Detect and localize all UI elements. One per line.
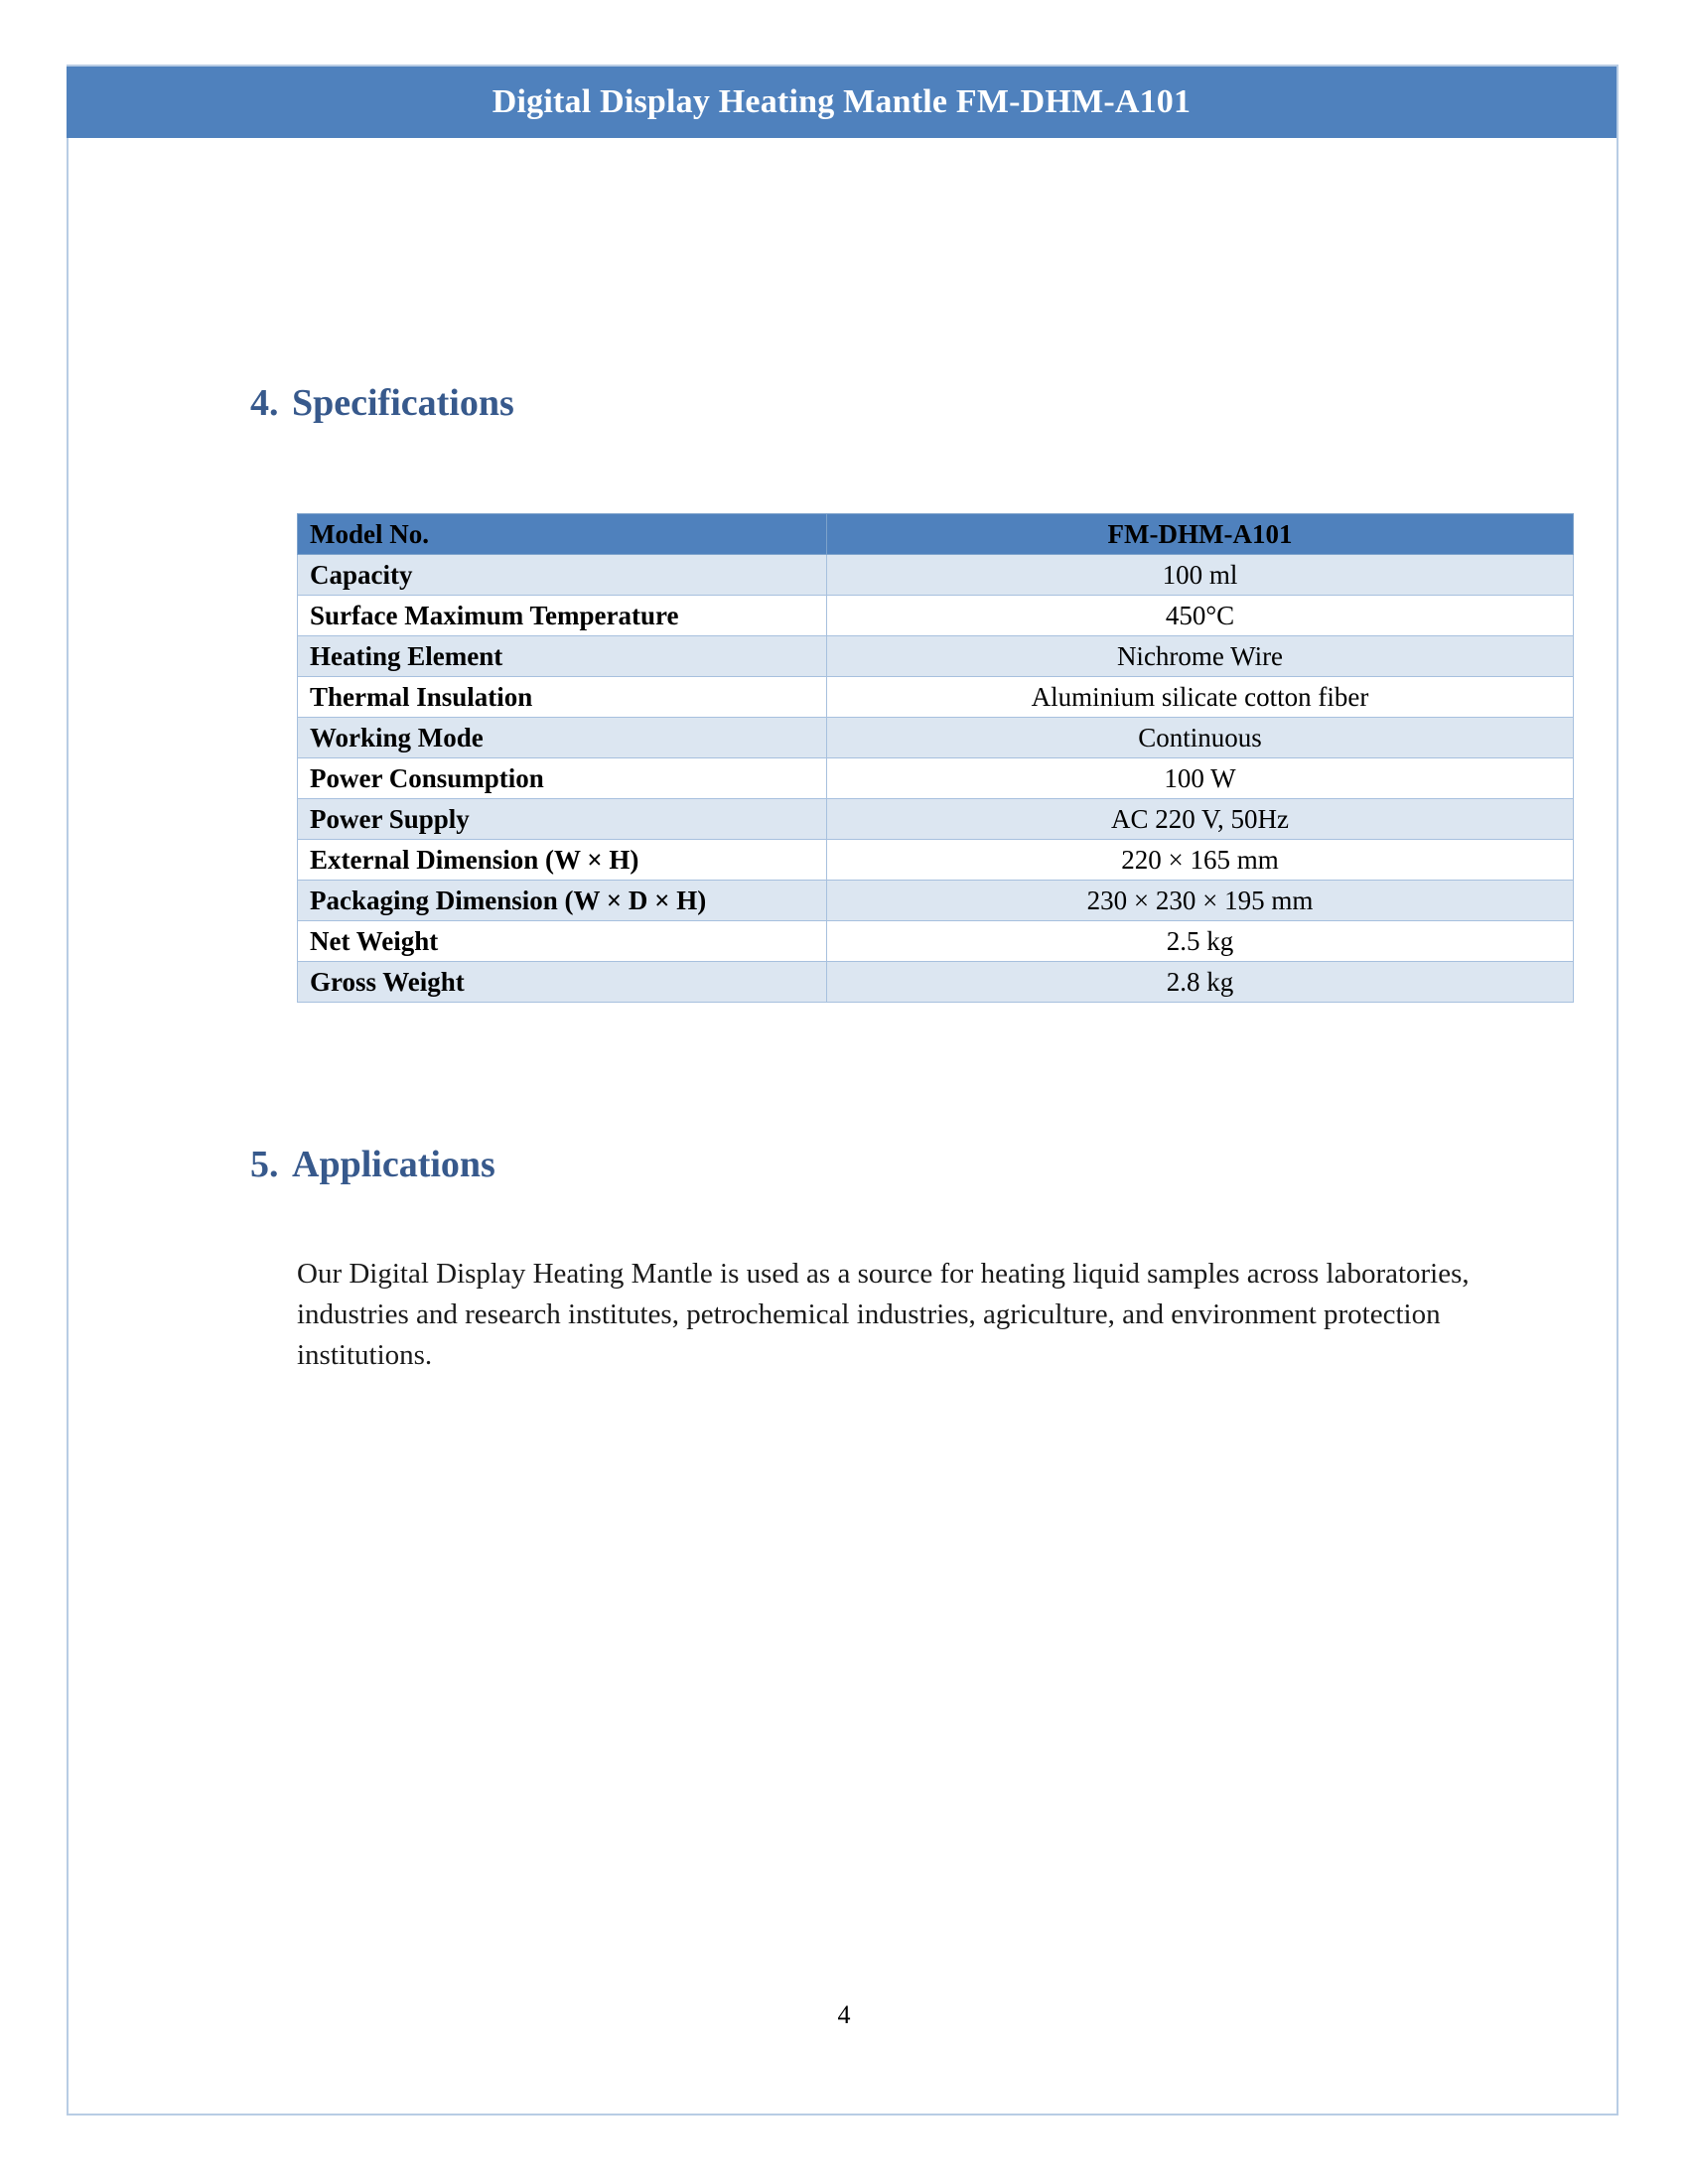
table-cell-value: 100 W: [827, 758, 1574, 799]
table-row: [298, 881, 1574, 921]
table-cell-label: Capacity: [298, 555, 827, 596]
table-cell-label: Gross Weight: [298, 962, 827, 1003]
section-number: 4.: [250, 382, 279, 424]
table-cell-value: 100 ml: [827, 555, 1574, 596]
section-heading-specifications: [250, 381, 514, 425]
table-row: [298, 718, 1574, 758]
section-title: Applications: [292, 1144, 495, 1185]
table-row: [298, 555, 1574, 596]
specifications-table: [297, 513, 1574, 1003]
table-cell-value: 2.5 kg: [827, 921, 1574, 962]
table-cell-value: 220 × 165 mm: [827, 840, 1574, 881]
table-cell-value: 2.8 kg: [827, 962, 1574, 1003]
table-row: [298, 636, 1574, 677]
page-frame: [67, 65, 1618, 2116]
table-row: [298, 799, 1574, 840]
table-cell-value: 230 × 230 × 195 mm: [827, 881, 1574, 921]
section-title: Specifications: [292, 382, 514, 424]
table-cell-value: Aluminium silicate cotton fiber: [827, 677, 1574, 718]
table-header: [298, 514, 1574, 555]
table-cell-value: 450°C: [827, 596, 1574, 636]
page-number: 4: [837, 2000, 851, 2029]
table-cell-value: Continuous: [827, 718, 1574, 758]
section-number: 5.: [250, 1144, 279, 1185]
table-row: [298, 962, 1574, 1003]
table-header-label: Model No.: [298, 514, 827, 555]
table-cell-label: Surface Maximum Temperature: [298, 596, 827, 636]
table-cell-label: Power Consumption: [298, 758, 827, 799]
table-cell-label: Thermal Insulation: [298, 677, 827, 718]
table-row: [298, 758, 1574, 799]
page-title: Digital Display Heating Mantle FM-DHM-A101: [492, 83, 1192, 120]
table-cell-label: Packaging Dimension (W × D × H): [298, 881, 827, 921]
table-header-row: [298, 514, 1574, 555]
table-cell-label: Net Weight: [298, 921, 827, 962]
table-cell-label: Heating Element: [298, 636, 827, 677]
applications-body-text: Our Digital Display Heating Mantle is used as a source for heating liquid samples across laboratories, industries and research institutes, petrochemical industries, agriculture, and environment protection institutions.: [297, 1258, 1470, 1372]
page-header-band: [67, 67, 1617, 138]
table-header-value: FM-DHM-A101: [827, 514, 1574, 555]
section-heading-applications: [250, 1143, 495, 1186]
table-row: [298, 921, 1574, 962]
table-body: [298, 555, 1574, 1003]
table-row: [298, 677, 1574, 718]
table-cell-value: AC 220 V, 50Hz: [827, 799, 1574, 840]
table-cell-value: Nichrome Wire: [827, 636, 1574, 677]
table-cell-label: External Dimension (W × H): [298, 840, 827, 881]
table-cell-label: Power Supply: [298, 799, 827, 840]
table-row: [298, 840, 1574, 881]
table-cell-label: Working Mode: [298, 718, 827, 758]
table-row: [298, 596, 1574, 636]
